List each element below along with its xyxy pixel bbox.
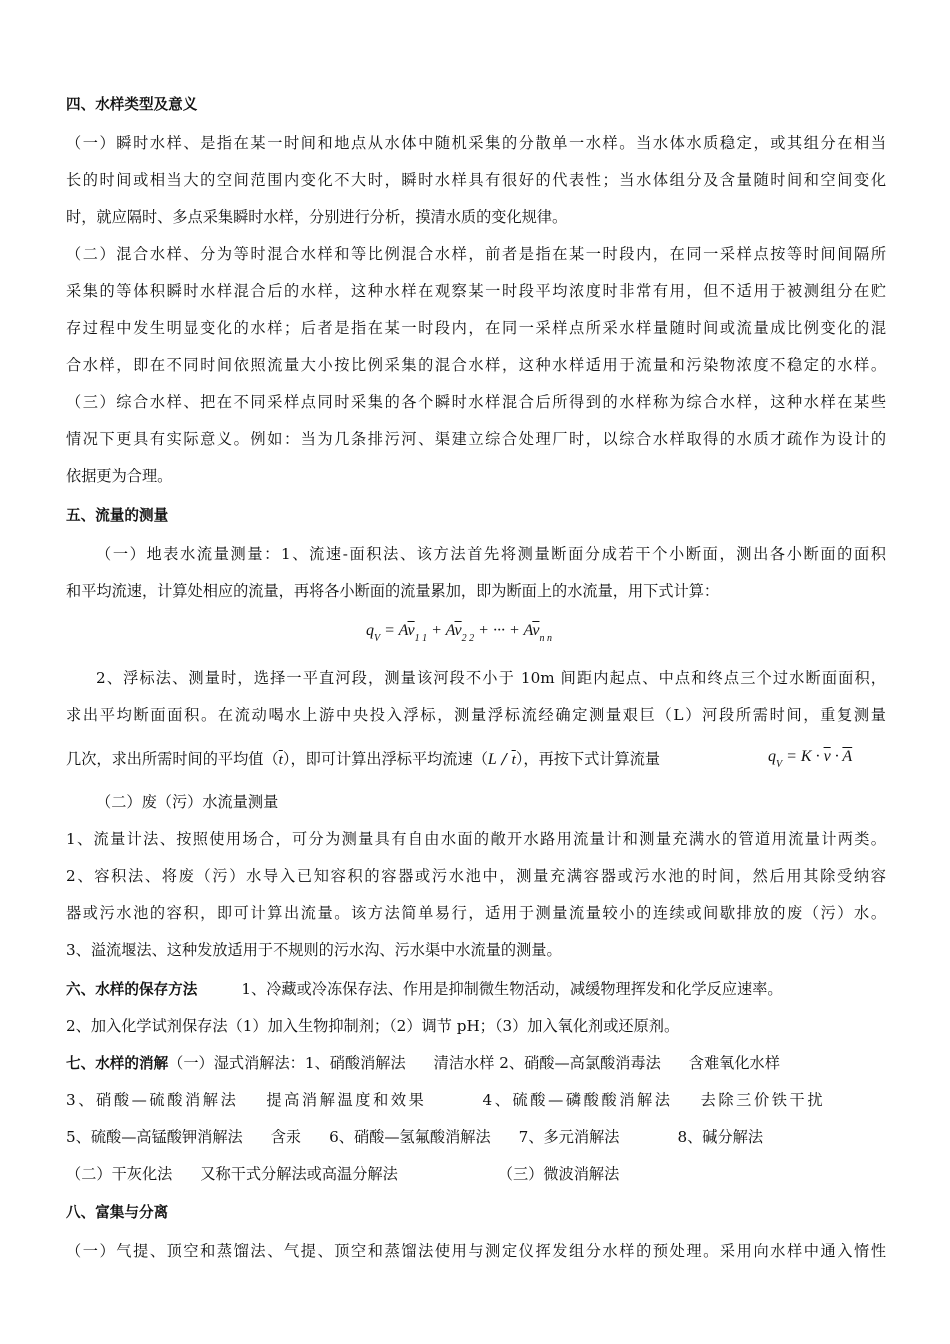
text-run: 提高消解温度和效果 [266,1091,427,1109]
text-run: （一）湿式消解法：1、硝酸消解法 [168,1054,406,1072]
formula-symbol: A [398,622,408,639]
formula-subscript: V [776,759,783,770]
formula-symbol: $\overline{v}$ [823,748,831,765]
formula-subscript [462,633,475,644]
section-7-heading: 七、水样的消解 [66,1055,169,1072]
paragraph-line: 时，就应隔时、多点采集瞬时水样，分别进行分析，摸清水质的变化规律。 [66,208,568,226]
paragraph-line: 2、浮标法、测量时，选择一平直河段，测量该河段不小于 10m 间距内起点、中点和终点三个过水断面面积， [96,669,886,687]
text-run: （二）干灰化法 [66,1165,173,1183]
paragraph-line: 3、溢流堰法、这种发放适用于不规则的污水沟、污水渠中水流量的测量。 [66,941,562,959]
t-bar-symbol: $\overline{t}$ [278,751,283,768]
formula-symbol: $\overline{v}$ [407,622,415,639]
paragraph-line: 长的时间或相当大的空间范围内变化不大时，瞬时水样具有很好的代表性；当水体组分及含量随时间和空间变化 [66,171,886,189]
text-run: 6、硝酸—氢氟酸消解法 [329,1128,491,1146]
text-run: （三）微波消解法 [497,1165,620,1183]
paragraph-line: 器或污水池的容积，即可计算出流量。该方法简单易行，适用于测量流量较小的连续或间歇排放的废（污）水。 [66,904,886,922]
formula-symbol: + ··· + [474,622,524,639]
paragraph-line [66,1164,886,1184]
paragraph-line [66,1090,886,1110]
text-run: 8、碱分解法 [677,1128,764,1146]
text-run: 含难氧化水样 [688,1054,780,1072]
formula-symbol: A [445,622,455,639]
section-6-heading: 六、水样的保存方法 [66,981,198,998]
paragraph-line: 2、容积法、将废（污）水导入已知容积的容器或污水池中，测量充满容器或污水池的时间，然后用其除受纳容 [66,867,886,885]
paragraph-line: 2、加入化学试剂保存法（1）加入生物抑制剂；（2）调节 pH；（3）加入氧化剂或还原剂。 [66,1017,680,1035]
paragraph-line: （一）瞬时水样、是指在某一时间和地点从水体中随机采集的分散单一水样。当水体水质稳定，或其组分在相当 [66,134,886,152]
paragraph-line: 求出平均断面面积。在流动喝水上游中央投入浮标，测量浮标流经确定测量艰巨（L）河段所需时间，重复测量 [66,706,886,724]
paragraph-line: 1、流量计法、按照使用场合，可分为测量具有自由水面的敞开水路用流量计和测量充满水的管道用流量计两类。 [66,830,886,848]
section-4-heading: 四、水样类型及意义 [66,96,198,113]
paragraph-line: 情况下更具有实际意义。例如：当为几条排污河、渠建立综合处理厂时，以综合水样取得的水质才疏作为设计的 [66,430,886,448]
formula-symbol: + [427,622,446,639]
text-run: 去除三价铁干扰 [700,1091,826,1109]
text-run: 5、硫酸—高锰酸钾消解法 [66,1128,243,1146]
text-run: ），再按下式计算流量 [515,750,661,768]
formula-symbol: = [380,622,399,639]
formula-subscript: n [546,633,552,644]
formula-subscript: 1 [422,633,428,644]
formula-subscript [415,633,428,644]
formula-symbol: = K · [782,748,824,765]
flow-formula-float [768,748,853,770]
L-symbol: L [487,751,497,768]
paragraph-line: （二）混合水样、分为等时混合水样和等比例混合水样，前者是指在某一时段内，在同一采样点按等时间间隔所 [66,245,886,263]
section-8-heading: 八、富集与分离 [66,1204,169,1221]
paragraph-line: 依据更为合理。 [66,467,173,485]
paragraph-line [66,1127,886,1147]
paragraph-line: （一）气提、顶空和蒸馏法、气提、顶空和蒸馏法使用与测定仪挥发组分水样的预处理。采用向水样中通入惰性 [66,1242,886,1260]
paragraph-line: 存过程中发生明显变化的水样；后者是指在某一时段内，在同一采样点所采水样量随时间或流量成比例变化的混 [66,319,886,337]
paragraph-line [66,749,886,770]
flow-formula-sum [366,622,552,644]
formula-symbol: · [830,748,843,765]
formula-subscript: n [539,633,545,644]
text-run: 3、硝酸—硫酸消解法 [66,1091,239,1109]
formula-subscript: 2 [469,633,475,644]
text-run: 清洁水样 2、硝酸—高氯酸消毒法 [433,1054,661,1072]
text-run: 含汞 [270,1128,302,1146]
section-7-line [66,1053,886,1074]
paragraph-line: （三）综合水样、把在不同采样点同时采集的各个瞬时水样混合后所得到的水样称为综合水样，这种水样在某些 [66,393,886,411]
t-bar-symbol: $\overline{t}$ [511,751,516,768]
formula-symbol: $\overline{A}$ [842,748,853,765]
formula-symbol: q [768,748,776,765]
subsection-title: （二）废（污）水流量测量 [96,793,279,811]
section-6-line [66,979,886,1000]
formula-subscript: 1 [414,633,420,644]
paragraph-line: 采集的等体积瞬时水样混合后的水样，这种水样在观察某一时段平均浓度时非常有用，但不适用于被测组分在贮 [66,282,886,300]
text-run: 1、冷藏或冷冻保存法、作用是抑制微生物活动，减缓物理挥发和化学反应速率。 [241,980,783,998]
formula-symbol: q [366,622,374,639]
paragraph-line: 和平均流速，计算处相应的流量，再将各小断面的流量累加，即为断面上的水流量，用下式计算： [66,582,720,600]
paragraph-line: （一）地表水流量测量：1、流速-面积法、该方法首先将测量断面分成若干个小断面，测出各小断面的面积 [96,545,886,563]
text-run: 4、硫酸—磷酸酸消解法 [482,1091,673,1109]
slash-symbol: / [496,750,512,768]
text-run: 又称干式分解法或高温分解法 [200,1165,398,1183]
text-run: 几次，求出所需时间的平均值（ [66,750,279,768]
paragraph-line: 合水样，即在不同时间依照流量大小按比例采集的混合水样，这种水样适用于流量和污染物浓度不稳定的水样。 [66,356,886,374]
text-run: 7、多元消解法 [518,1128,620,1146]
formula-subscript [539,633,552,644]
formula-symbol: $\overline{v}$ [454,622,462,639]
formula-symbol: A [523,622,533,639]
formula-symbol: $\overline{v}$ [532,622,540,639]
formula-subscript: 2 [461,633,467,644]
formula-subscript: V [374,633,381,644]
section-5-heading: 五、流量的测量 [66,507,169,524]
text-run: ），即可计算出浮标平均流速（ [282,750,488,768]
